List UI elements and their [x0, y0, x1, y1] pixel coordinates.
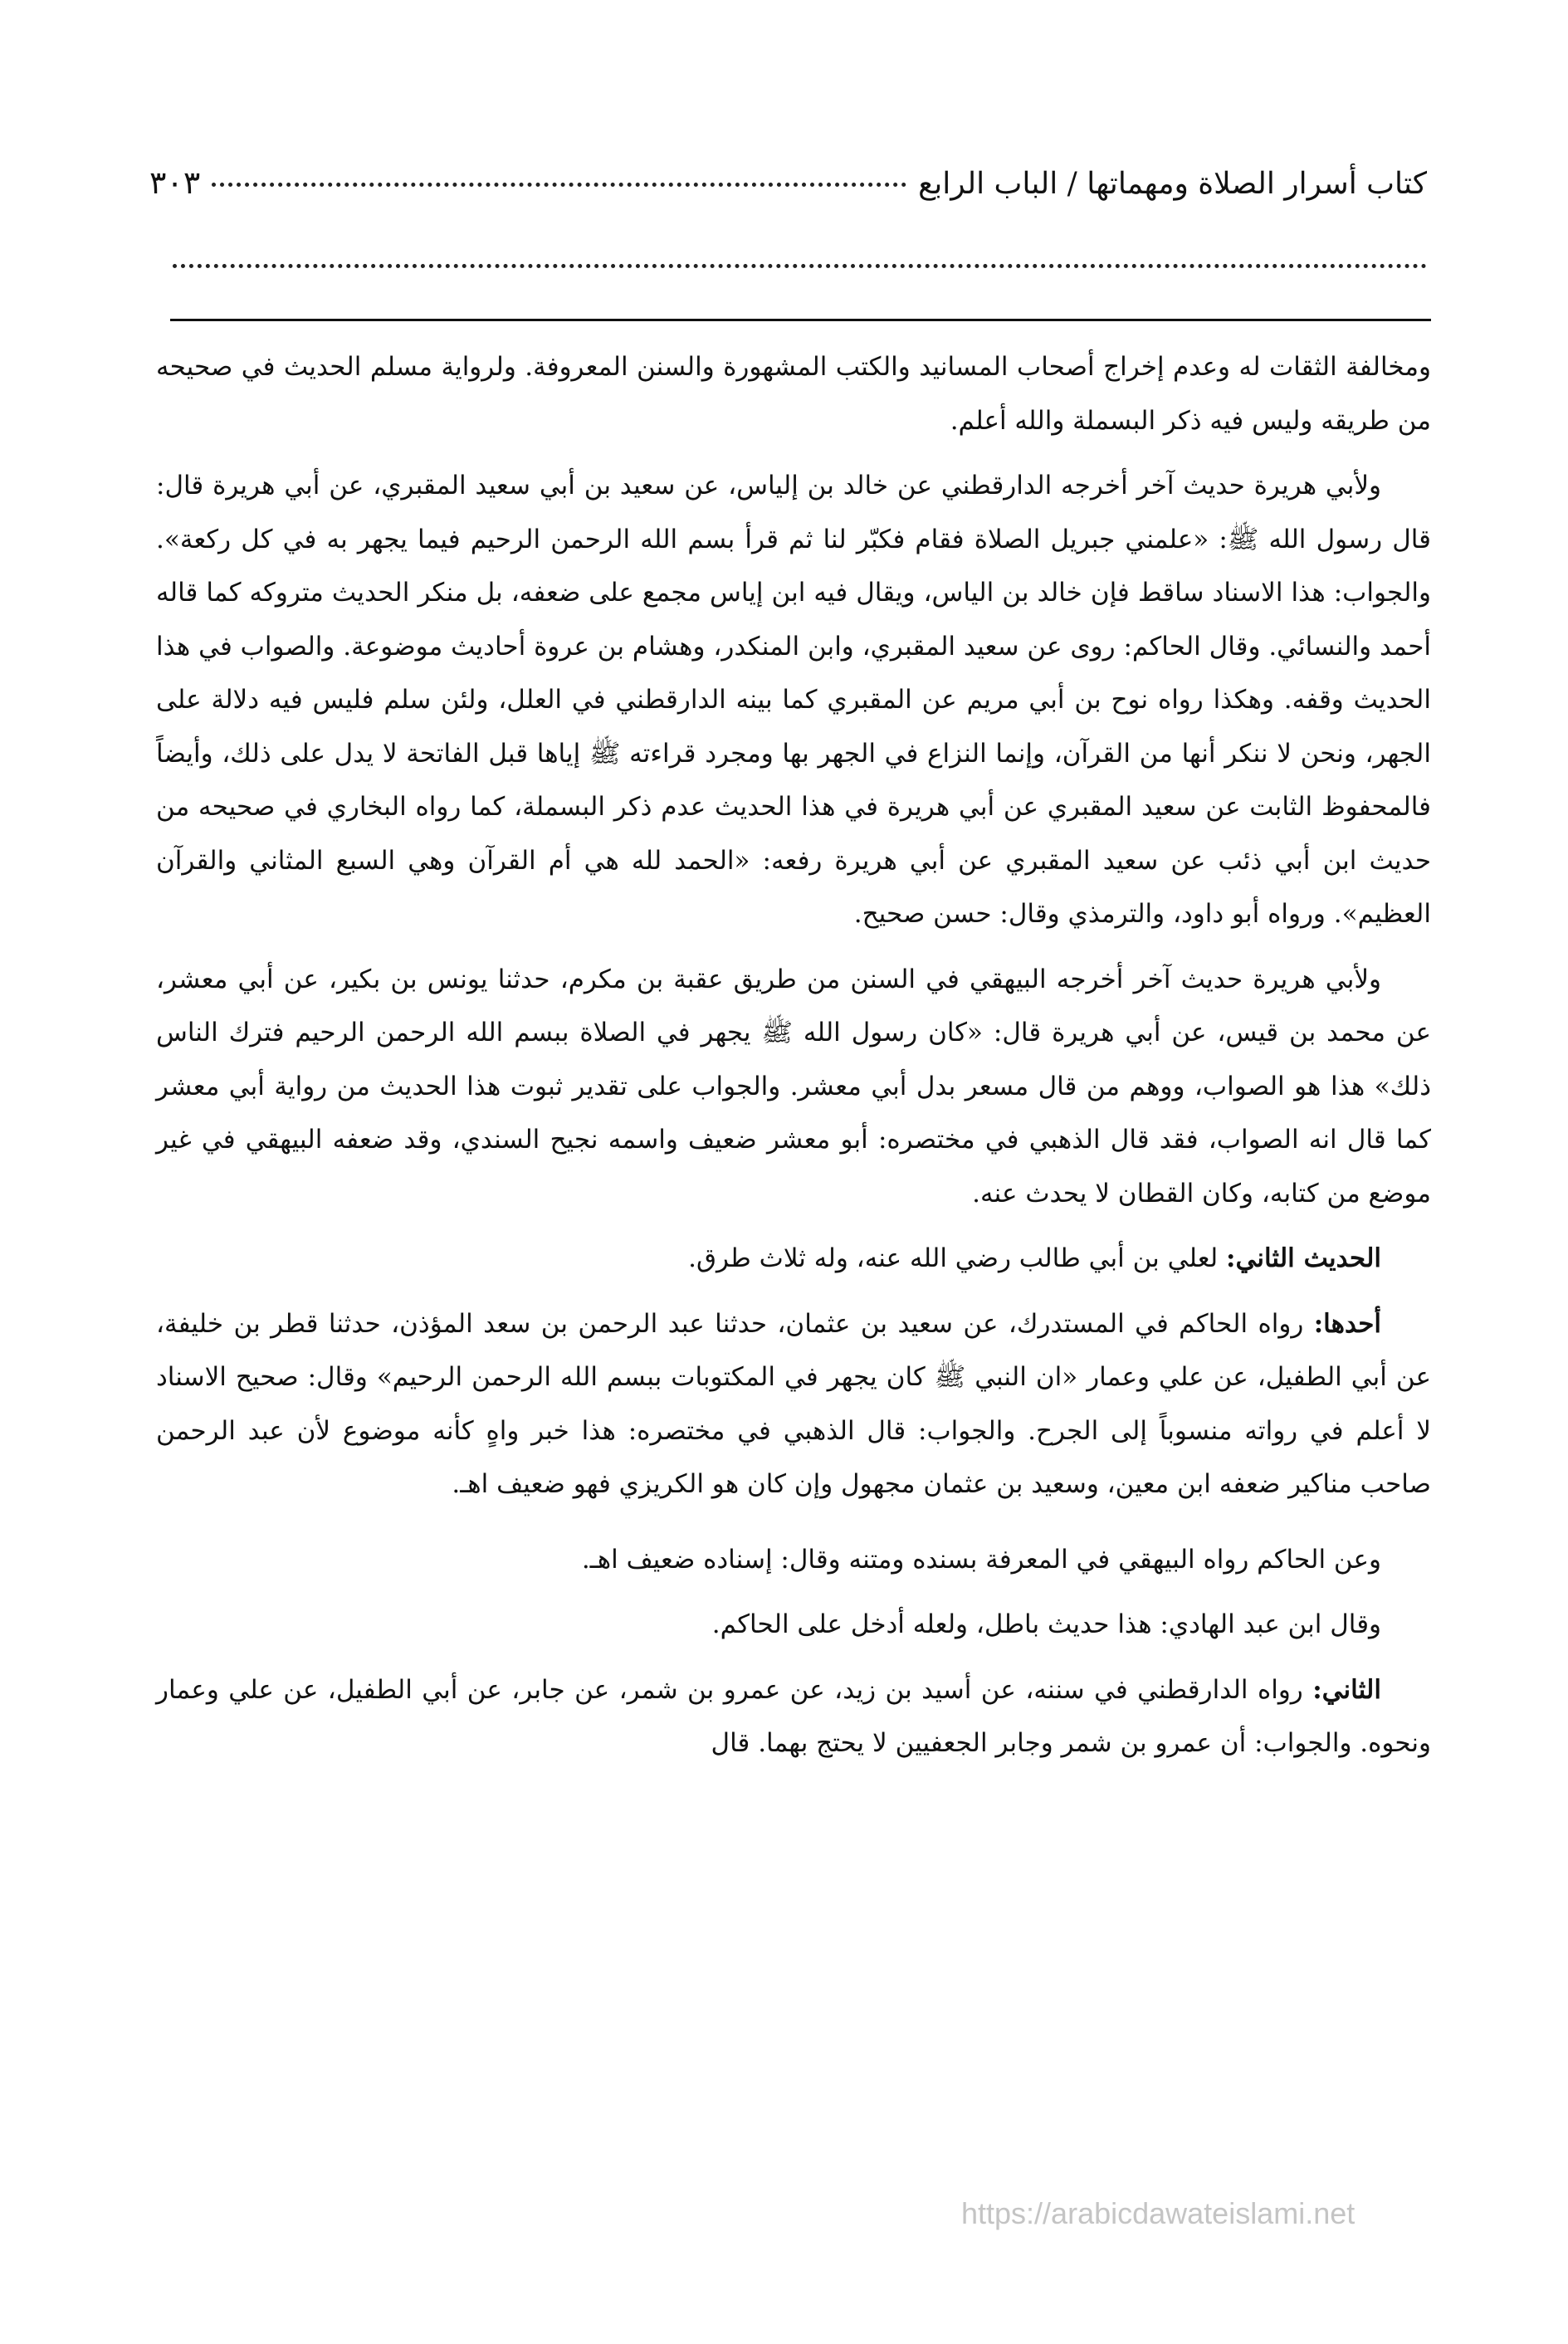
subsection-heading: أحدها: — [1313, 1308, 1382, 1339]
running-header — [149, 164, 1427, 214]
page-number: ٣٠٣ — [149, 164, 201, 201]
paragraph-2: ولأبي هريرة حديث آخر أخرجه الدارقطني عن خالد بن إلياس، عن سعيد بن أبي سعيد المقبري، عن أبي هريرة قال: قال رسول الله ﷺ: «علمني جبريل الصلاة فقام فكبّر لنا ثم قرأ بسم الله الرحمن الرحيم فيما يجهر به في كل ركعة». والجواب: هذا الاسناد ساقط فإن خالد بن الياس، ويقال فيه ابن إياس مجمع على ضعفه، بل منكر الحديث متروكه كما قاله أحمد والنسائي. وقال الحاكم: روى عن سعيد المقبري، وابن المنكدر، وهشام بن عروة أحاديث موضوعة. والصواب في هذا الحديث وقفه. وهكذا رواه نوح بن أبي مريم عن المقبري كما بينه الدارقطني في العلل، ولئن سلم فليس فيه دلالة على الجهر، ونحن لا ننكر أنها من القرآن، وإنما النزاع في الجهر بها ومجرد قراءته ﷺ إياها قبل الفاتحة لا يدل على ذلك، وأيضاً فالمحفوظ الثابت عن سعيد المقبري عن أبي هريرة في هذا الحديث عدم ذكر البسملة، كما رواه البخاري في صحيحه من حديث ابن أبي ذئب عن سعيد المقبري عن أبي هريرة رفعه: «الحمد لله هي أم القرآن وهي السبع المثاني والقرآن العظيم». ورواه أبو داود، والترمذي وقال: حسن صحيح. — [156, 471, 1431, 929]
paragraph-6: وعن الحاكم رواه البيهقي في المعرفة بسنده ومتنه وقال: إسناده ضعيف اهـ. — [581, 1544, 1381, 1575]
header-rule — [170, 319, 1431, 321]
subsection-heading-2: الثاني: — [1312, 1674, 1381, 1705]
paragraph-5 — [156, 1297, 1431, 1511]
paragraph-4-text: لعلي بن أبي طالب رضي الله عنه، وله ثلاث طرق. — [688, 1243, 1219, 1273]
paragraph-7: وقال ابن عبد الهادي: هذا حديث باطل، ولعله أدخل على الحاكم. — [711, 1609, 1381, 1639]
dotted-separator — [173, 264, 1427, 268]
paragraph-1: ومخالفة الثقات له وعدم إخراج أصحاب المسانيد والكتب المشهورة والسنن المعروفة. ولرواية مسلم الحديث في صحيحه من طريقه وليس فيه ذكر البسملة والله أعلم. — [156, 352, 1431, 436]
paragraph-8 — [156, 1663, 1431, 1770]
paragraph-8-text: رواه الدارقطني في سننه، عن أسيد بن زيد، عن عمرو بن شمر، عن جابر، عن أبي الطفيل، عن علي وعمار ونحوه. والجواب: أن عمرو بن شمر وجابر الجعفيين لا يحتج بهما. قال — [156, 1674, 1431, 1758]
header-title: كتاب أسرار الصلاة ومهماتها / الباب الرابع — [918, 167, 1427, 201]
paragraph-3: ولأبي هريرة حديث آخر أخرجه البيهقي في السنن من طريق عقبة بن مكرم، حدثنا يونس بن بكير، عن أبي معشر، عن محمد بن قيس، عن أبي هريرة قال: «كان رسول الله ﷺ يجهر في الصلاة ببسم الله الرحمن الرحيم فترك الناس ذلك» هذا هو الصواب، ووهم من قال مسعر بدل أبي معشر. والجواب على تقدير ثبوت هذا الحديث من رواية أبي معشر كما قال انه الصواب، فقد قال الذهبي في مختصره: أبو معشر ضعيف واسمه نجيح السندي، وقد ضعفه البيهقي في غير موضع من كتابه، وكان القطان لا يحدث عنه. — [156, 964, 1431, 1209]
watermark: https://arabicdawateislami.net — [961, 2196, 1356, 2230]
section-heading: الحديث الثاني: — [1226, 1243, 1381, 1273]
header-dot-leader — [212, 183, 906, 187]
paragraph-5-text: رواه الحاكم في المستدرك، عن سعيد بن عثمان، حدثنا عبد الرحمن بن سعد المؤذن، حدثنا قطر بن خليفة، عن أبي الطفيل، عن علي وعمار «ان النبي ﷺ كان يجهر في المكتوبات ببسم الله الرحمن الرحيم» وقال: صحيح الاسناد لا أعلم في رواته منسوباً إلى الجرح. والجواب: قال الذهبي في مختصره: هذا خبر واهٍ كأنه موضوع لأن عبد الرحمن صاحب مناكير ضعفه ابن معين، وسعيد بن عثمان مجهول وإن كان هو الكريزي فهو ضعيف اهـ. — [156, 1308, 1431, 1499]
page-body — [156, 340, 1431, 1770]
paragraph-4 — [156, 1232, 1431, 1286]
